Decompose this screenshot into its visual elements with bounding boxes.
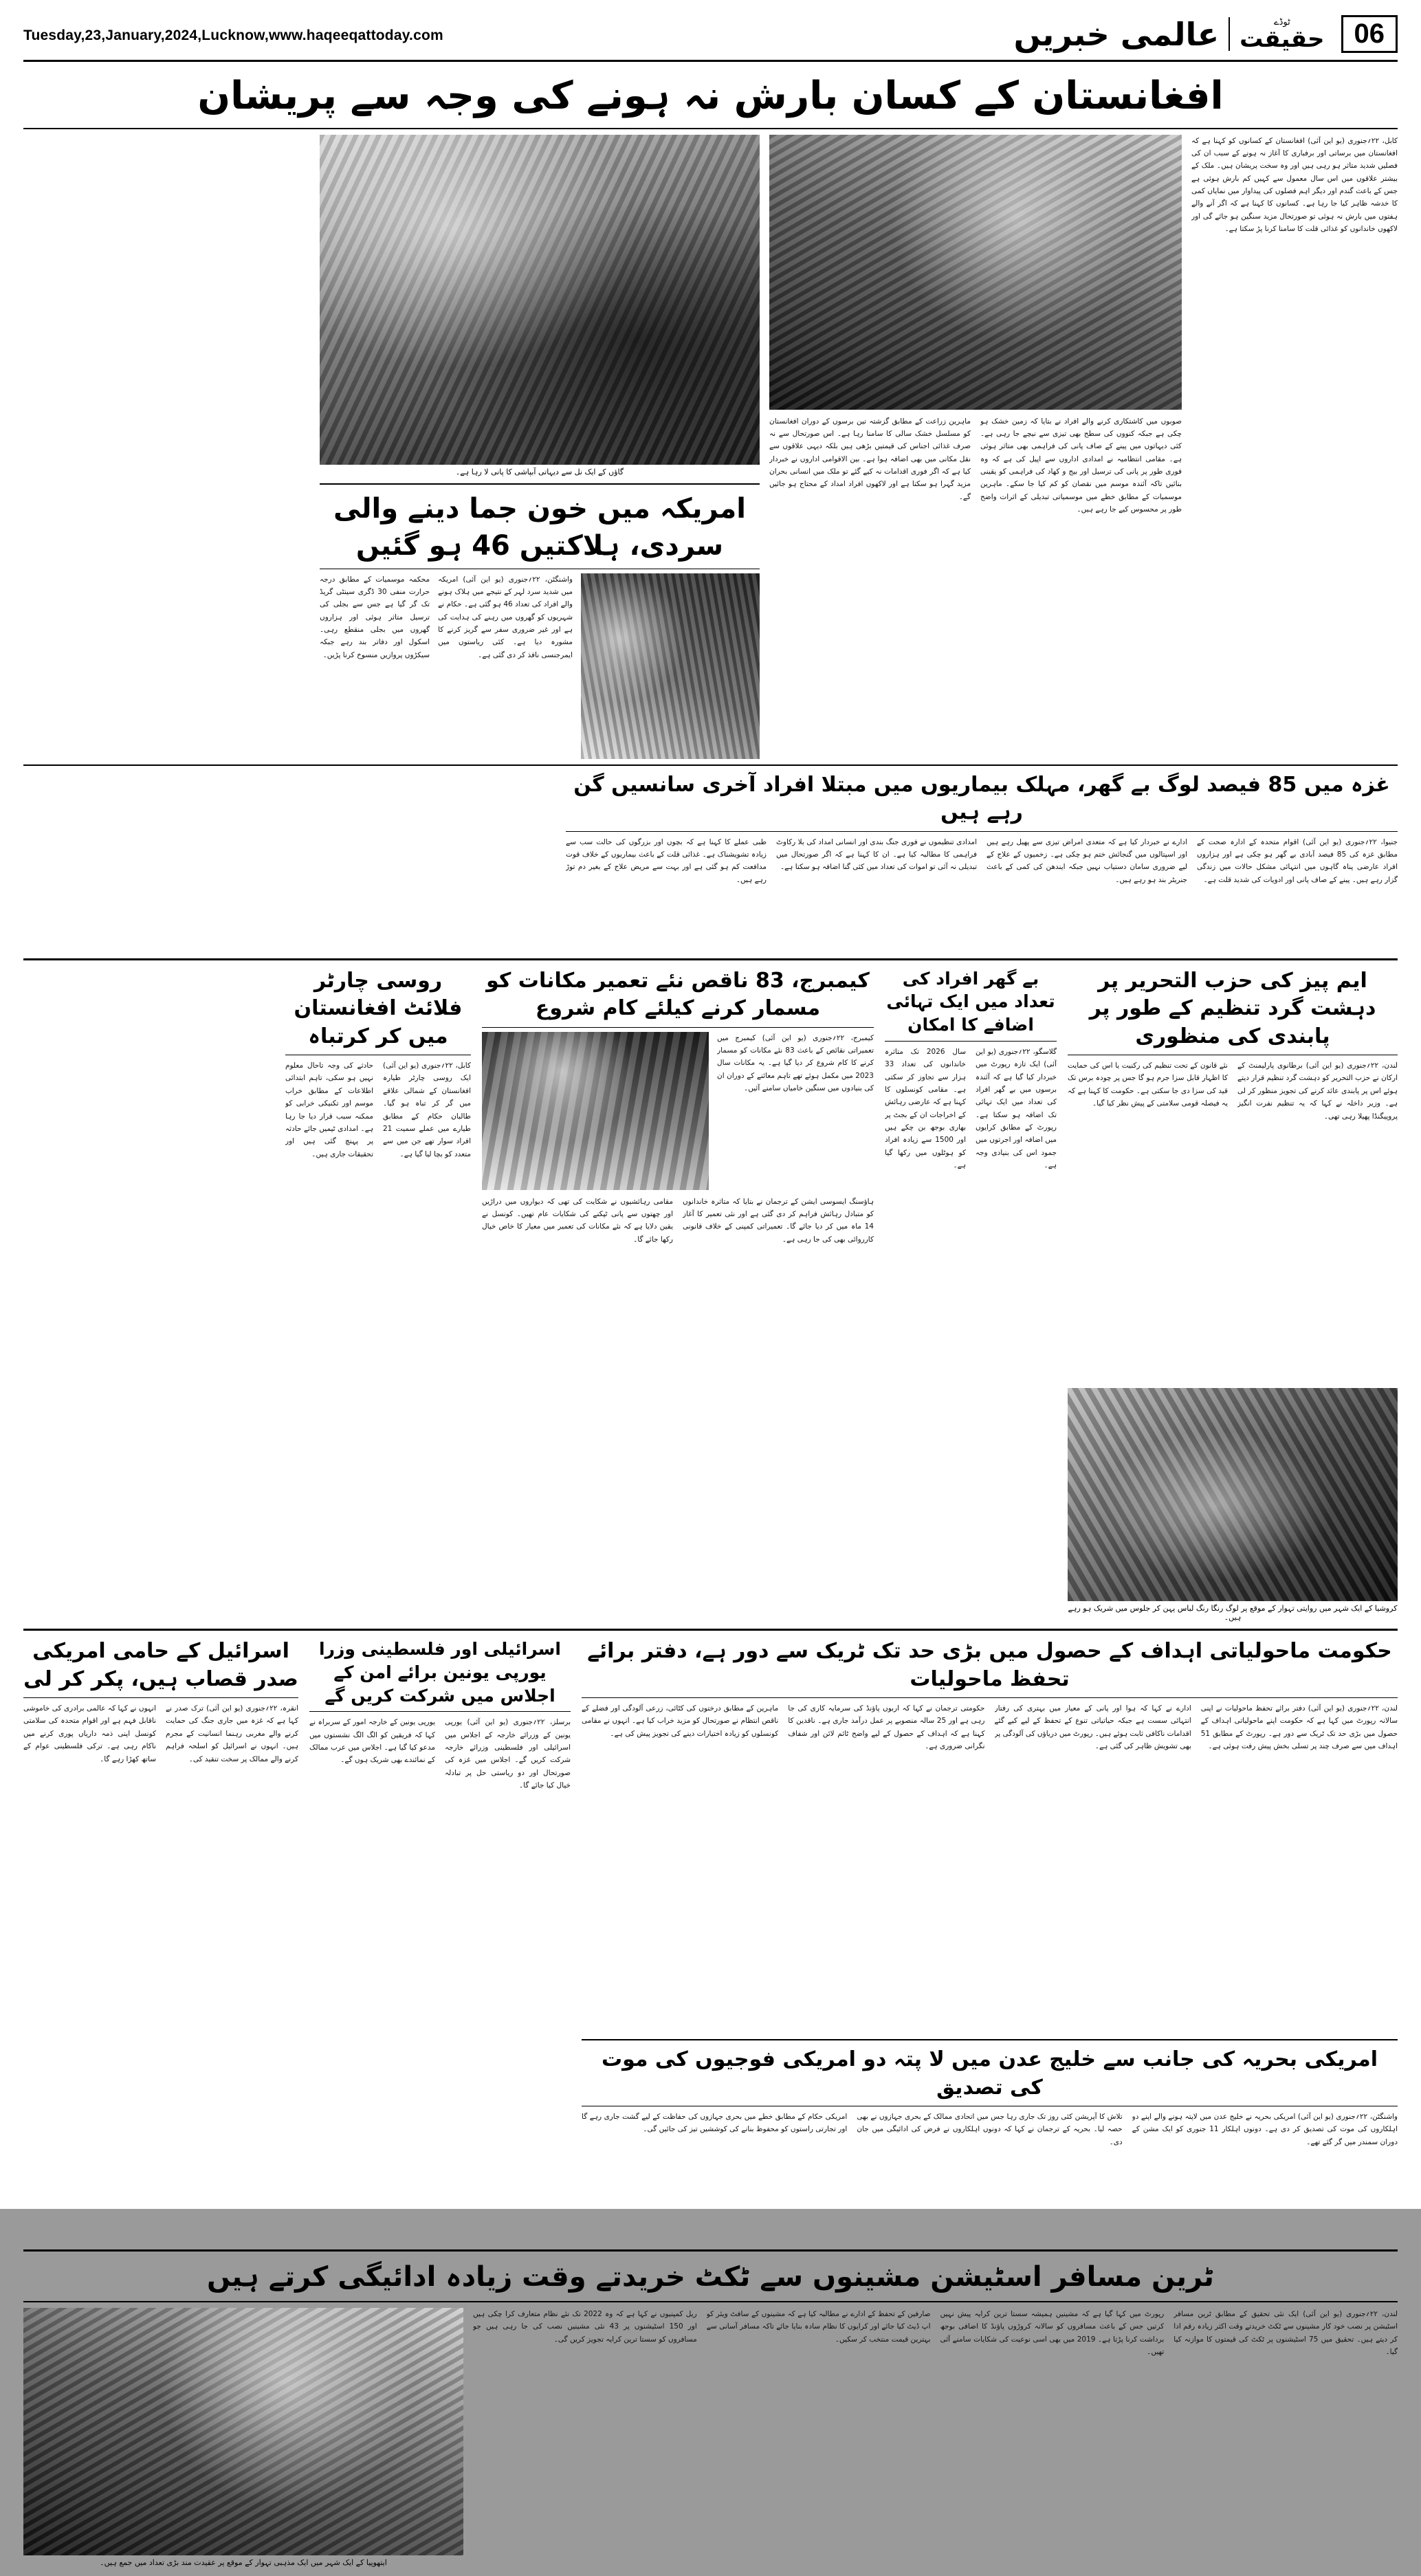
story-eu-headline: اسرائیلی اور فلسطینی وزرا یورپی یونین برائے امن کے اجلاس میں شرکت کریں گے [319, 1639, 561, 1706]
story-climate-headline: حکومت ماحولیاتی اہداف کے حصول میں بڑی حد تک ٹریک سے دور ہے، دفتر برائے تحفظ ماحولیات [587, 1639, 1392, 1691]
story-hamas-photo-caption: کروشیا کے ایک شہر میں روایتی تہوار کے موقع پر لوگ رنگا رنگ لباس پہن کر جلوس میں شریک ہو رہے ہیں۔ [1068, 1604, 1398, 1622]
story-eu-col-2: یورپی یونین کے خارجہ امور کے سربراہ نے کہا کہ فریقین کو الگ الگ نشستوں میں مدعو کیا گیا ہے۔ اجلاس میں عرب ممالک کے نمائندے بھی شریک ہوں گے۔ [309, 1718, 435, 1765]
story-train-col-4: ریل کمپنیوں نے کہا ہے کہ وہ 2022 تک نئے نظام متعارف کرا چکی ہیں اور 150 اسٹیشنوں پر 43 نئی مشینیں نصب کی جا رہی ہیں جو مسافروں کو سستا ترین کرایہ تجویز کریں گی۔ [473, 2310, 697, 2344]
page-number: 06 [1341, 15, 1398, 53]
story-climate-col-2: ادارے نے کہا کہ ہوا اور پانی کے معیار میں بہتری کی رفتار انتہائی سست ہے جبکہ حیاتیاتی تنوع کے تحفظ کے لیے کیے گئے اقدامات ناکافی ثابت ہوئے ہیں۔ رپورٹ میں دریاؤں کی آلودگی پر بھی تشویش ظاہر کی گئی ہے۔ [994, 1704, 1191, 1751]
lead-photo-farmers [769, 135, 1182, 410]
story-hamas-col-2: نئے قانون کے تحت تنظیم کی رکنیت یا اس کی حمایت کا اظہار قابل سزا جرم ہو گا جس پر چودہ برس تک قید کی سزا دی جا سکتی ہے۔ حکومت کا کہنا ہے کہ یہ فیصلہ قومی سلامتی کے پیش نظر کیا گیا۔ [1068, 1061, 1228, 1108]
lead-photo-villager [320, 135, 760, 465]
lead-col-2: صوبوں میں کاشتکاری کرنے والے افراد نے بتایا کہ زمین خشک ہو چکی ہے جبکہ کنووں کی سطح بھی تیزی سے نیچے جا رہی ہے۔ کئی دیہاتوں میں پینے کے صاف پانی کی فراہمی بھی متاثر ہوئی ہے۔ مقامی انتظامیہ نے امدادی اداروں سے اپیل کی ہے کہ وہ فوری طور پر پانی کی ترسیل اور بیج و کھاد کی فراہمی کو یقینی بنائیں تاکہ آئندہ موسم میں نقصان کو کم کیا جا سکے۔ ماہرین موسمیات کے مطابق خطے میں موسمیاتی تبدیلی کے اثرات واضح طور پر محسوس کیے جا رہے ہیں۔ [980, 417, 1182, 514]
story-train-headline: ٹرین مسافر اسٹیشن مشینوں سے ٹکٹ خریدتے وقت زیادہ ادائیگی کرتے ہیں [207, 2261, 1214, 2293]
story-homeless-col-1: گلاسگو، ۲۲؍جنوری (یو این آئی) ایک تازہ رپورٹ میں خبردار کیا گیا ہے کہ آئندہ برسوں میں بے گھر افراد کی تعداد میں ایک تہائی تک اضافہ ہو سکتا ہے۔ رپورٹ کے مطابق کرایوں میں اضافہ اور اجرتوں میں جمود اس کی بنیادی وجہ ہے۔ [976, 1047, 1057, 1170]
logo-main: حقیقت [1240, 25, 1325, 53]
story-train-col-3: صارفین کے تحفظ کے ادارے نے مطالبہ کیا ہے کہ مشینوں کے سافٹ ویئر کو اپ ڈیٹ کیا جائے اور کرایوں کا نظام سادہ بنایا جائے تاکہ مسافر آسانی سے بہترین قیمت منتخب کر سکیں۔ [706, 2310, 931, 2344]
lead-photo-caption: گاؤں کے ایک نل سے دیہاتی آبپاشی کا پانی لا رہا ہے۔ [455, 467, 624, 476]
story-usa-cold-photo [581, 573, 760, 759]
story-russia-headline: روسی چارٹر فلائٹ افغانستان میں کر کرتباہ [294, 968, 463, 1048]
story-gaza-col-3: امدادی تنظیموں نے فوری جنگ بندی اور انسانی امداد کی بلا رکاوٹ فراہمی کا مطالبہ کیا ہے۔ ان کا کہنا ہے کہ اگر صورتحال میں تبدیلی نہ آئی تو اموات کی تعداد میں کئی گنا اضافہ ہو سکتا ہے۔ [776, 837, 977, 872]
section-title: عالمی خبریں [1013, 15, 1220, 53]
story-eu-col-1: برسلز، ۲۲؍جنوری (یو این آئی) یورپی یونین کے وزرائے خارجہ کے اجلاس میں اسرائیلی اور فلسطینی وزرائے خارجہ شرکت کریں گے۔ اجلاس میں غزہ کی صورتحال اور دو ریاستی حل پر تبادلہ خیال کیا جائے گا۔ [445, 1718, 571, 1790]
masthead-brand [1014, 15, 1398, 53]
story-train-col-2: رپورٹ میں کہا گیا ہے کہ مشینیں ہمیشہ سستا ترین کرایہ پیش نہیں کرتیں جس کے باعث مسافروں کو سالانہ کروڑوں پاؤنڈ کا اضافی بوجھ برداشت کرنا پڑتا ہے۔ 2019 میں بھی اسی نوعیت کی شکایات سامنے آئی تھیں۔ [940, 2310, 1165, 2357]
story-hamas-headline: ایم پیز کی حزب التحریر پر دہشت گرد تنظیم کے طور پر پابندی کی منظوری [1089, 968, 1376, 1048]
story-train-photo-caption: ایتھوپیا کے ایک شہر میں ایک مذہبی تہوار کے موقع پر عقیدت مند بڑی تعداد میں جمع ہیں۔ [100, 2558, 387, 2568]
lead-col-1: کابل، ۲۲؍جنوری (یو این آئی) افغانستان کے کسانوں کو کہنا ہے کہ افغانستان میں برساتی اور برفباری کا آغاز نہ ہونے کے سبب ان کی فصلیں شدید متاثر ہو رہی ہیں اور وہ سخت پریشان ہیں۔ ملک کے بیشتر علاقوں میں اس سال معمول سے کہیں کم بارش ہوئی ہے جس کے باعث گندم اور دیگر اہم فصلوں کی پیداوار میں نمایاں کمی کا خدشہ ظاہر کیا جا رہا ہے۔ کسانوں کا کہنا ہے کہ اگر آنے والے ہفتوں میں بارش نہ ہوئی تو صورتحال مزید سنگین ہو جائے گی اور لاکھوں خاندانوں کو غذائی قلت کا سامنا کرنا پڑ سکتا ہے۔ [1191, 136, 1398, 234]
story-demolish-col-2: ہاؤسنگ ایسوسی ایشن کے ترجمان نے بتایا کہ متاثرہ خاندانوں کو متبادل رہائش فراہم کر دی گئی ہے اور نئی تعمیر کا آغاز 14 ماہ میں کر دیا جائے گا۔ تعمیراتی کمپنی کے خلاف قانونی کارروائی بھی کی جا رہی ہے۔ [683, 1197, 874, 1244]
story-usa-cold-col-1: واشنگٹن، ۲۲؍جنوری (یو این آئی) امریکہ میں شدید سرد لہر کے نتیجے میں ہلاک ہونے والے افراد کی تعداد 46 ہو گئی ہے۔ حکام نے شہریوں کو گھروں میں رہنے کی ہدایت کی ہے اور غیر ضروری سفر سے گریز کرنے کا مشورہ دیا ہے۔ کئی ریاستوں میں ایمرجنسی نافذ کر دی گئی ہے۔ [438, 575, 573, 659]
lead-col-3: ماہرین زراعت کے مطابق گزشتہ تین برسوں کے دوران افغانستان کو مسلسل خشک سالی کا سامنا رہا ہے۔ اس صورتحال سے نہ صرف غذائی اجناس کی قیمتیں بڑھی ہیں بلکہ دیہی علاقوں سے نقل مکانی میں بھی اضافہ ہوا ہے۔ بین الاقوامی اداروں نے خبردار کیا ہے کہ اگر فوری اقدامات نہ کیے گئے تو ملک میں انسانی بحران مزید گہرا ہو سکتا ہے اور لاکھوں افراد امداد کے محتاج ہو جائیں گے۔ [769, 417, 971, 501]
story-hamas-col-1: لندن، ۲۲؍جنوری (یو این آئی) برطانوی پارلیمنٹ کے ارکان نے حزب التحریر کو دہشت گرد تنظیم قرار دیتے ہوئے اس پر پابندی عائد کرنے کی تجویز منظور کر لی ہے۔ وزیر داخلہ نے کہا کہ یہ تنظیم نفرت انگیز پروپیگنڈا پھیلا رہی تھی۔ [1237, 1061, 1398, 1121]
story-usa-cold-col-2: محکمہ موسمیات کے مطابق درجہ حرارت منفی 30 ڈگری سینٹی گریڈ تک گر گیا ہے جس سے بجلی کی ترسیل متاثر ہوئی اور ہزاروں گھروں میں بجلی منقطع رہی۔ اسکول اور دفاتر بند رہے جبکہ سیکڑوں پروازیں منسوخ کرنا پڑیں۔ [320, 575, 430, 659]
story-turkey-headline: اسرائیل کے حامی امریکی صدر قصاب ہیں، پکر کر لی [23, 1639, 298, 1691]
story-russia-col-1: کابل، ۲۲؍جنوری (یو این آئی) ایک روسی چارٹر طیارہ افغانستان کے شمالی علاقے میں گر کر تباہ ہو گیا۔ طالبان حکام کے مطابق طیارے میں عملے سمیت 21 افراد سوار تھے جن میں سے متعدد کو بچا لیا گیا ہے۔ [383, 1061, 471, 1158]
story-gaza-col-1: جنیوا، ۲۲؍جنوری (یو این آئی) اقوام متحدہ کے ادارہ صحت کے مطابق غزہ کی 85 فیصد آبادی بے گھر ہو چکی ہے اور ہزاروں افراد عارضی پناہ گاہوں میں انتہائی مشکل حالات میں زندگی گزار رہے ہیں۔ پینے کے صاف پانی اور ادویات کی شدید قلت ہے۔ [1197, 837, 1398, 884]
story-gaza-col-2: ادارے نے خبردار کیا ہے کہ متعدی امراض تیزی سے پھیل رہے ہیں اور اسپتالوں میں گنجائش ختم ہو چکی ہے۔ زخمیوں کے علاج کے لیے ضروری سامان دستیاب نہیں جبکہ ایندھن کی کمی کے باعث جنریٹر بند ہو رہے ہیں۔ [987, 837, 1187, 884]
story-russia-col-2: حادثے کی وجہ تاحال معلوم نہیں ہو سکی، تاہم ابتدائی اطلاعات کے مطابق خراب موسم اور تکنیکی خرابی کو ممکنہ سبب قرار دیا جا رہا ہے۔ امدادی ٹیمیں جائے حادثہ پر پہنچ گئی ہیں اور تحقیقات جاری ہیں۔ [285, 1061, 373, 1158]
story-climate-col-3: حکومتی ترجمان نے کہا کہ اربوں پاؤنڈ کی سرمایہ کاری کی جا رہی ہے اور 25 سالہ منصوبے پر عمل درآمد جاری ہے۔ ناقدین کا کہنا ہے کہ اہداف کے حصول کے لیے واضح ٹائم لائن اور شفاف نگرانی ضروری ہے۔ [788, 1704, 985, 1751]
dateline: Tuesday,23,January,2024,Lucknow,www.haqeeqattoday.com [23, 27, 443, 43]
story-demolish-photo [482, 1032, 709, 1190]
story-demolish-headline: کیمبرج، 83 ناقص نئے تعمیر مکانات کو مسمار کرنے کیلئے کام شروع [486, 968, 870, 1021]
story-demolish-col-3: مقامی رہائشیوں نے شکایت کی تھی کہ دیواروں میں دراڑیں اور چھتوں سے پانی ٹپکنے کی شکایات عام تھیں۔ کونسل نے یقین دلایا ہے کہ نئے مکانات کی تعمیر میں معیار کا خاص خیال رکھا جائے گا۔ [482, 1197, 673, 1244]
story-gaza-headline: غزہ میں 85 فیصد لوگ بے گھر، مہلک بیماریوں میں مبتلا افراد آخری سانسیں گن رہے ہیں [573, 772, 1390, 825]
story-homeless-headline: بے گھر افراد کی تعداد میں ایک تہائی اضافے کا امکان [886, 968, 1055, 1035]
story-turkey-col-2: انہوں نے کہا کہ عالمی برادری کی خاموشی ناقابل فہم ہے اور اقوام متحدہ کی سلامتی کونسل اپنی ذمہ داریاں پوری کرنے میں ناکام رہی ہے۔ ترکی فلسطینی عوام کے ساتھ کھڑا رہے گا۔ [23, 1704, 156, 1763]
story-climate-col-4: ماہرین کے مطابق درختوں کی کٹائی، زرعی آلودگی اور فضلے کے ناقص انتظام نے صورتحال کو مزید خراب کیا ہے۔ انہوں نے مقامی کونسلوں کو زیادہ اختیارات دینے کی تجویز پیش کی ہے۔ [582, 1704, 779, 1738]
story-navy-headline: امریکی بحریہ کی جانب سے خلیج عدن میں لا پتہ دو امریکی فوجیوں کی موت کی تصدیق [601, 2047, 1378, 2100]
story-usa-cold-headline: امریکہ میں خون جما دینے والی سردی، ہلاکتیں 46 ہو گئیں [333, 492, 746, 562]
story-navy-col-2: تلاش کا آپریشن کئی روز تک جاری رہا جس میں اتحادی ممالک کے بحری جہازوں نے بھی حصہ لیا۔ بحریہ کے ترجمان نے کہا کہ دونوں اہلکاروں نے فرض کی ادائیگی میں جان دی۔ [857, 2113, 1123, 2146]
logo-sub: ٹوڈے [1273, 17, 1290, 27]
story-demolish-col-1: کیمبرج، ۲۲؍جنوری (یو این آئی) کیمبرج میں تعمیراتی نقائص کے باعث 83 نئے مکانات کو مسمار کرنے کا کام شروع کر دیا گیا ہے۔ یہ مکانات سال 2023 میں مکمل ہوئے تھے تاہم معائنے کے دوران ان کی بنیادوں میں سنگین خامیاں سامنے آئیں۔ [717, 1033, 874, 1093]
story-navy-col-1: واشنگٹن، ۲۲؍جنوری (یو این آئی) امریکی بحریہ نے خلیج عدن میں لاپتہ ہونے والے اپنے دو اہلکاروں کی موت کی تصدیق کر دی ہے۔ دونوں اہلکار 11 جنوری کو ایک مشن کے دوران سمندر میں گر گئے تھے۔ [1132, 2113, 1398, 2146]
story-hamas-photo-carnival [1068, 1388, 1398, 1601]
story-gaza-col-4: طبی عملے کا کہنا ہے کہ بچوں اور بزرگوں کی حالت سب سے زیادہ تشویشناک ہے۔ غذائی قلت کے باعث بیماریوں کے خلاف قوت مدافعت کم ہو گئی ہے اور بہت سے مریض علاج کے بغیر دم توڑ رہے ہیں۔ [566, 837, 767, 884]
story-turkey-col-1: انقرہ، ۲۲؍جنوری (یو این آئی) ترک صدر نے کہا ہے کہ غزہ میں جاری جنگ کی حمایت کرنے والے مغربی رہنما انسانیت کے مجرم ہیں۔ انہوں نے اسرائیل کو اسلحہ فراہم کرنے والے ممالک پر سخت تنقید کی۔ [166, 1704, 298, 1763]
masthead [23, 15, 1398, 62]
story-navy-col-3: امریکی حکام کے مطابق خطے میں بحری جہازوں کی حفاظت کے لیے گشت جاری رہے گا اور تجارتی راستوں کو محفوظ بنانے کی کوششیں تیز کی جائیں گی۔ [582, 2113, 848, 2134]
lead-headline: افغانستان کے کسان بارش نہ ہونے کی وجہ سے پریشان [197, 74, 1224, 118]
newspaper-logo [1229, 17, 1324, 51]
story-train-photo-crowd [23, 2308, 463, 2555]
story-homeless-col-2: سال 2026 تک متاثرہ خاندانوں کی تعداد 33 ہزار سے تجاوز کر سکتی ہے۔ مقامی کونسلوں کا کہنا ہے کہ عارضی رہائش کے اخراجات ان کے بجٹ پر بھاری بوجھ بن چکے ہیں اور 1500 سے زیادہ افراد کو ہوٹلوں میں رکھا گیا ہے۔ [885, 1047, 966, 1170]
story-train-col-1: لندن، ۲۲؍جنوری (یو این آئی) ایک نئی تحقیق کے مطابق ٹرین مسافر اسٹیشن پر نصب خود کار مشینوں سے ٹکٹ خریدتے وقت اکثر زیادہ رقم ادا کر دیتے ہیں۔ تحقیق میں 75 اسٹیشنوں پر ٹکٹ کی قیمتوں کا موازنہ کیا گیا۔ [1174, 2310, 1398, 2357]
story-climate-col-1: لندن، ۲۲؍جنوری (یو این آئی) دفتر برائے تحفظ ماحولیات نے اپنی سالانہ رپورٹ میں کہا ہے کہ حکومت اپنے ماحولیاتی اہداف کے حصول میں بڑی حد تک ٹریک سے دور ہے۔ رپورٹ کے مطابق 51 اہداف میں سے صرف چند پر تسلی بخش پیش رفت ہوئی ہے۔ [1200, 1704, 1398, 1751]
